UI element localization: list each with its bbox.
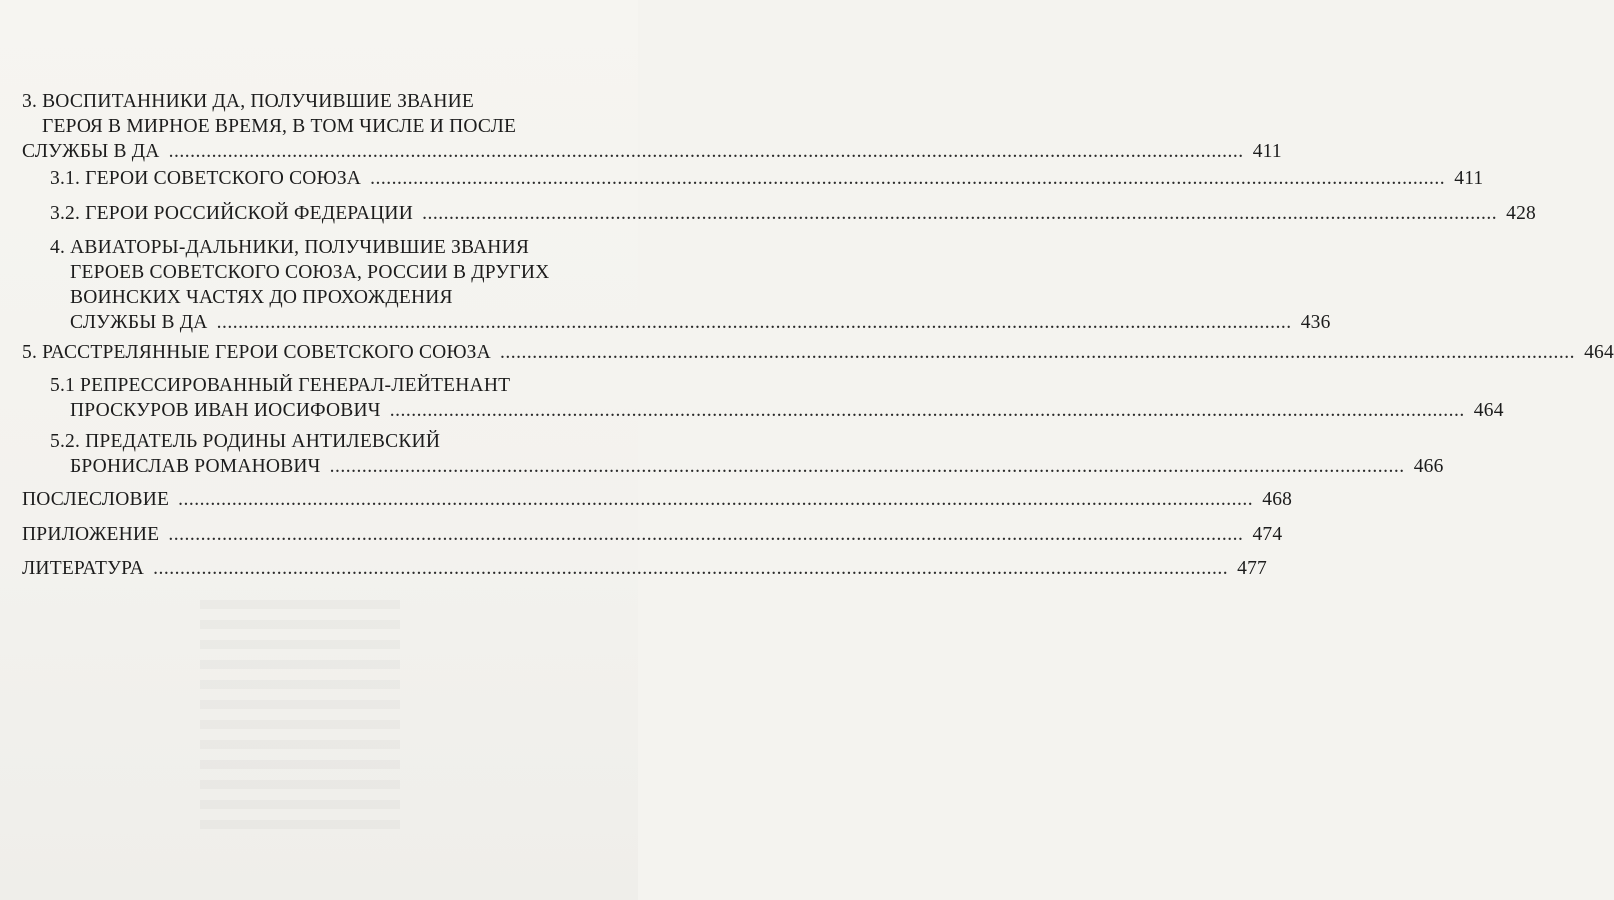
toc-entry-last-line: [50, 310, 1331, 335]
toc-entry-line: ПРИЛОЖЕНИЕ: [22, 524, 160, 545]
page-number: 436: [1300, 312, 1331, 333]
toc-entry-literature[interactable]: [22, 556, 1268, 581]
dot-leader: [390, 400, 1465, 421]
toc-entry-line: 5.2. ПРЕДАТЕЛЬ РОДИНЫ АНТИЛЕВСКИЙ: [50, 431, 441, 452]
toc-entry-line: ВОИНСКИХ ЧАСТЯХ ДО ПРОХОЖДЕНИЯ: [70, 287, 453, 308]
toc-entry-afterword[interactable]: [22, 487, 1293, 512]
dot-leader: [422, 203, 1497, 224]
toc-entry-line: ЛИТЕРАТУРА: [22, 558, 144, 579]
toc-entry-section-5[interactable]: [22, 340, 1614, 365]
toc-entry-last-line: [22, 556, 1268, 581]
toc-entry-section-5-2[interactable]: [50, 429, 1444, 479]
toc-entry-section-4[interactable]: [50, 235, 1331, 335]
toc-entry-line: ПОСЛЕСЛОВИЕ: [22, 489, 170, 510]
page-number: 428: [1506, 203, 1537, 224]
dot-leader: [330, 456, 1405, 477]
toc-entry-last-line: [50, 398, 1504, 423]
dot-leader: [500, 342, 1575, 363]
toc-entry-last-line: [50, 166, 1484, 191]
dot-leader: [178, 489, 1253, 510]
toc-entry-section-3[interactable]: [22, 89, 1282, 164]
dot-leader: [217, 312, 1292, 333]
bleed-through-texture: [200, 600, 400, 840]
page-number: 464: [1584, 342, 1614, 363]
toc-entry-line: СЛУЖБЫ В ДА: [22, 141, 160, 162]
page-number: 474: [1252, 524, 1283, 545]
page-number: 411: [1252, 141, 1282, 162]
toc-entry-line: ПРОСКУРОВ ИВАН ИОСИФОВИЧ: [70, 400, 381, 421]
toc-entry-section-3-1[interactable]: [50, 166, 1484, 191]
dot-leader: [153, 558, 1228, 579]
toc-entry-last-line: [50, 201, 1537, 226]
toc-entry-last-line: [22, 522, 1283, 547]
toc-entry-line: 3.2. ГЕРОИ РОССИЙСКОЙ ФЕДЕРАЦИИ: [50, 203, 413, 224]
toc-entry-line: ГЕРОЯ В МИРНОЕ ВРЕМЯ, В ТОМ ЧИСЛЕ И ПОСЛЕ: [42, 116, 517, 137]
toc-entry-section-3-2[interactable]: [50, 201, 1537, 226]
toc-entry-line: 5. РАССТРЕЛЯННЫЕ ГЕРОИ СОВЕТСКОГО СОЮЗА: [22, 342, 491, 363]
toc-entry-line: ГЕРОЕВ СОВЕТСКОГО СОЮЗА, РОССИИ В ДРУГИХ: [70, 262, 550, 283]
toc-entry-last-line: [22, 340, 1614, 365]
toc-entry-line: 3. ВОСПИТАННИКИ ДА, ПОЛУЧИВШИЕ ЗВАНИЕ: [22, 91, 474, 112]
toc-entry-last-line: [22, 139, 1282, 164]
toc-entry-appendix[interactable]: [22, 522, 1283, 547]
dot-leader: [169, 141, 1244, 162]
toc-entry-line: БРОНИСЛАВ РОМАНОВИЧ: [70, 456, 321, 477]
toc-entry-line: СЛУЖБЫ В ДА: [70, 312, 208, 333]
toc-entry-line: 4. АВИАТОРЫ-ДАЛЬНИКИ, ПОЛУЧИВШИЕ ЗВАНИЯ: [50, 237, 530, 258]
page-number: 466: [1413, 456, 1444, 477]
toc-entry-last-line: [50, 454, 1444, 479]
toc-entry-last-line: [22, 487, 1293, 512]
dot-leader: [168, 524, 1243, 545]
toc-entry-line: 3.1. ГЕРОИ СОВЕТСКОГО СОЮЗА: [50, 168, 362, 189]
toc-entry-section-5-1[interactable]: [50, 373, 1504, 423]
page-number: 468: [1262, 489, 1293, 510]
page-number: 464: [1473, 400, 1504, 421]
dot-leader: [370, 168, 1445, 189]
page-number: 477: [1237, 558, 1268, 579]
toc-entry-line: 5.1 РЕПРЕССИРОВАННЫЙ ГЕНЕРАЛ-ЛЕЙТЕНАНТ: [50, 375, 511, 396]
page-number: 411: [1454, 168, 1484, 189]
